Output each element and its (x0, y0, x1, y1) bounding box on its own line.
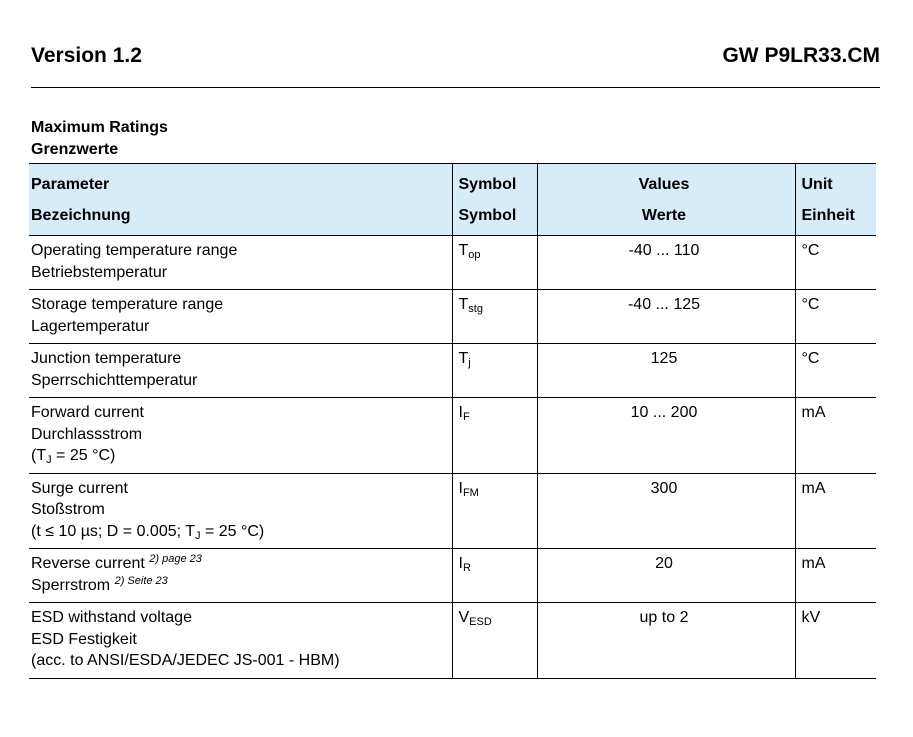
maximum-ratings-table (29, 163, 876, 679)
table-row (29, 603, 876, 679)
condition-text: (t ≤ 10 µs; D = 0.005; $T_J = 25$ °C) (31, 522, 265, 542)
unit-cell: °C (795, 344, 876, 398)
value-cell: 300 (537, 473, 795, 549)
condition-text: (acc. to ANSI/ESDA/JEDEC JS-001 - HBM) (31, 652, 340, 669)
parameter-cell: Operating temperature range Betriebstemperatur (29, 236, 452, 290)
table-row (29, 473, 876, 549)
section-title (31, 117, 168, 161)
symbol-cell: $T_j$ (452, 344, 537, 398)
table-row (29, 290, 876, 344)
value-cell: 10 ... 200 (537, 398, 795, 474)
table-row (29, 549, 876, 603)
table-row (29, 398, 876, 474)
unit-cell: °C (795, 236, 876, 290)
header-divider (31, 87, 880, 88)
parameter-cell: Reverse current $^{2) page 23}$ Sperrstrom $^{2) Seite 23}$ (29, 549, 452, 603)
value-cell: -40 ... 110 (537, 236, 795, 290)
parameter-cell: Storage temperature range Lagertemperatur (29, 290, 452, 344)
symbol-cell: $T_{stg}$ (452, 290, 537, 344)
table-row (29, 344, 876, 398)
header-unit: Unit Einheit (795, 164, 876, 236)
document-header (31, 44, 880, 72)
value-cell: 125 (537, 344, 795, 398)
value-cell: up to 2 (537, 603, 795, 679)
footnote-reference: 2) page 23 (149, 553, 202, 565)
symbol-cell: $I_{FM}$ (452, 473, 537, 549)
header-parameter: Parameter Bezeichnung (29, 164, 452, 236)
condition-text: ($T_J = 25$ °C) (31, 447, 116, 466)
section-title-en: Maximum Ratings (31, 119, 168, 136)
unit-cell: mA (795, 473, 876, 549)
unit-cell: mA (795, 549, 876, 603)
footnote-reference: 2) Seite 23 (114, 574, 168, 587)
unit-cell: °C (795, 290, 876, 344)
value-cell: -40 ... 125 (537, 290, 795, 344)
unit-cell: kV (795, 603, 876, 679)
parameter-cell: ESD withstand voltage ESD Festigkeit (acc. to ANSI/ESDA/JEDEC JS-001 - HBM) (29, 603, 452, 679)
value-cell: 20 (537, 549, 795, 603)
section-title-de: Grenzwerte (31, 141, 119, 158)
header-symbol: Symbol Symbol (452, 164, 537, 236)
header-values: Values Werte (537, 164, 795, 236)
symbol-cell: $I_F$ (452, 398, 537, 474)
symbol-cell: $I_R$ (452, 549, 537, 603)
parameter-cell: Forward current Durchlassstrom ($T_J = 25$ °C) (29, 398, 452, 474)
unit-cell: mA (795, 398, 876, 474)
symbol-cell: $V_{ESD}$ (452, 603, 537, 679)
parameter-cell: Junction temperature Sperrschichttemperatur (29, 344, 452, 398)
part-number: GW P9LR33.CM (722, 44, 880, 67)
symbol-cell: $T_{op}$ (452, 236, 537, 290)
parameter-cell: Surge current Stoßstrom (t ≤ 10 µs; D = 0.005; $T_J = 25$ °C) (29, 473, 452, 549)
document-version: Version 1.2 (31, 44, 142, 67)
table-row (29, 236, 876, 290)
table-header-row (29, 164, 876, 236)
